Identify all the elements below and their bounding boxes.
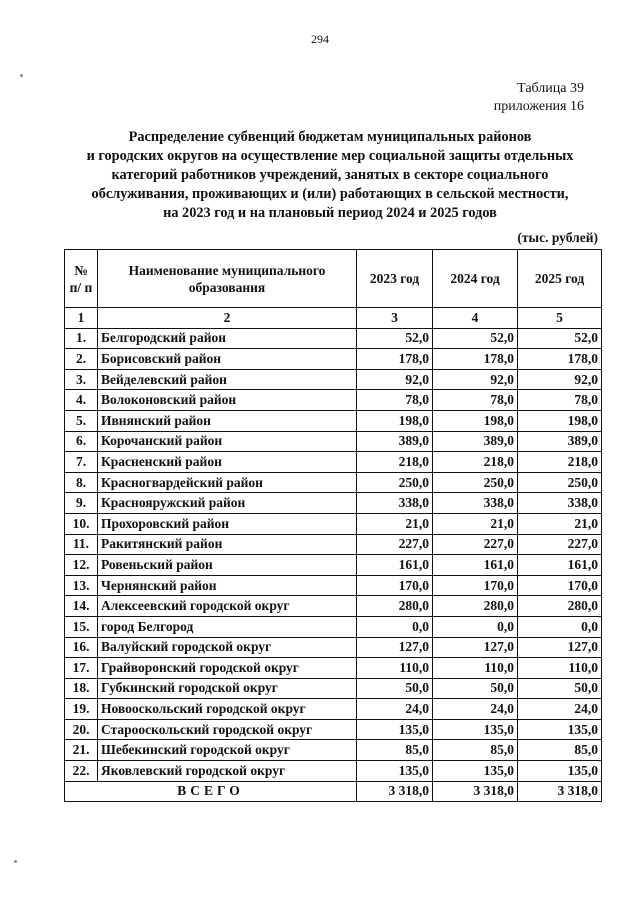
table-row	[65, 658, 602, 679]
header-2025: 2025 год	[518, 250, 602, 308]
municipality-name: Белгородский район	[98, 328, 357, 349]
municipality-name: Красненский район	[98, 452, 357, 473]
table-row	[65, 699, 602, 720]
row-number: 22.	[65, 761, 98, 782]
value-2025: 135,0	[518, 761, 602, 782]
table-row	[65, 472, 602, 493]
row-number: 6.	[65, 431, 98, 452]
value-2024: 92,0	[433, 369, 518, 390]
row-number: 16.	[65, 637, 98, 658]
row-number: 9.	[65, 493, 98, 514]
table-row	[65, 555, 602, 576]
value-2024: 389,0	[433, 431, 518, 452]
title-line: Распределение субвенций бюджетам муниципальных районов	[128, 129, 532, 145]
value-2023: 280,0	[357, 596, 433, 617]
value-2025: 127,0	[518, 637, 602, 658]
table-row	[65, 616, 602, 637]
value-2024: 250,0	[433, 472, 518, 493]
total-2025: 3 318,0	[518, 781, 602, 802]
column-number: 3	[357, 308, 433, 329]
value-2024: 227,0	[433, 534, 518, 555]
header-2024: 2024 год	[433, 250, 518, 308]
table-reference	[384, 80, 584, 116]
table-row	[65, 534, 602, 555]
value-2025: 218,0	[518, 452, 602, 473]
value-2024: 280,0	[433, 596, 518, 617]
subsidy-table	[64, 249, 602, 802]
value-2024: 135,0	[433, 761, 518, 782]
value-2025: 78,0	[518, 390, 602, 411]
title-line: обслуживания, проживающих и (или) работающих в сельской местности,	[91, 186, 569, 202]
municipality-name: Грайворонский городской округ	[98, 658, 357, 679]
municipality-name: Краснояружский район	[98, 493, 357, 514]
value-2024: 0,0	[433, 616, 518, 637]
column-numbers-row	[65, 308, 602, 329]
municipality-name: город Белгород	[98, 616, 357, 637]
row-number: 21.	[65, 740, 98, 761]
value-2024: 161,0	[433, 555, 518, 576]
value-2025: 21,0	[518, 513, 602, 534]
page-number: 294	[311, 32, 329, 46]
total-row	[65, 781, 602, 802]
value-2024: 24,0	[433, 699, 518, 720]
municipality-name: Волоконовский район	[98, 390, 357, 411]
header-2023: 2023 год	[357, 250, 433, 308]
value-2024: 85,0	[433, 740, 518, 761]
table-row	[65, 740, 602, 761]
row-number: 14.	[65, 596, 98, 617]
header-municipality: Наименование муниципального образования	[98, 250, 357, 308]
municipality-name: Губкинский городской округ	[98, 678, 357, 699]
municipality-name: Новооскольский городской округ	[98, 699, 357, 720]
value-2023: 50,0	[357, 678, 433, 699]
value-2025: 0,0	[518, 616, 602, 637]
value-2025: 50,0	[518, 678, 602, 699]
table-row	[65, 637, 602, 658]
table-row	[65, 719, 602, 740]
table-row	[65, 431, 602, 452]
table-header-row	[65, 250, 602, 308]
total-label: ВСЕГО	[65, 781, 357, 802]
value-2025: 92,0	[518, 369, 602, 390]
column-number: 4	[433, 308, 518, 329]
row-number: 13.	[65, 575, 98, 596]
value-2024: 52,0	[433, 328, 518, 349]
table-row	[65, 761, 602, 782]
column-number: 1	[65, 308, 98, 329]
row-number: 4.	[65, 390, 98, 411]
value-2024: 135,0	[433, 719, 518, 740]
value-2025: 52,0	[518, 328, 602, 349]
value-2023: 178,0	[357, 349, 433, 370]
table-row	[65, 452, 602, 473]
row-number: 10.	[65, 513, 98, 534]
value-2025: 85,0	[518, 740, 602, 761]
header-number: № п/ п	[65, 250, 98, 308]
value-2024: 127,0	[433, 637, 518, 658]
row-number: 1.	[65, 328, 98, 349]
municipality-name: Красногвардейский район	[98, 472, 357, 493]
title-line: и городских округов на осуществление мер социальной защиты отдельных	[86, 148, 574, 164]
value-2023: 78,0	[357, 390, 433, 411]
table-row	[65, 410, 602, 431]
value-2024: 110,0	[433, 658, 518, 679]
column-number: 2	[98, 308, 357, 329]
value-2023: 0,0	[357, 616, 433, 637]
value-2023: 198,0	[357, 410, 433, 431]
value-2023: 250,0	[357, 472, 433, 493]
value-2025: 135,0	[518, 719, 602, 740]
value-2023: 135,0	[357, 719, 433, 740]
value-2023: 170,0	[357, 575, 433, 596]
value-2025: 389,0	[518, 431, 602, 452]
row-number: 2.	[65, 349, 98, 370]
value-2025: 178,0	[518, 349, 602, 370]
municipality-name: Валуйский городской округ	[98, 637, 357, 658]
table-row	[65, 493, 602, 514]
value-2025: 24,0	[518, 699, 602, 720]
row-number: 17.	[65, 658, 98, 679]
value-2023: 85,0	[357, 740, 433, 761]
units-label: (тыс. рублей)	[517, 230, 598, 245]
municipality-name: Прохоровский район	[98, 513, 357, 534]
table-row	[65, 596, 602, 617]
value-2023: 110,0	[357, 658, 433, 679]
value-2023: 21,0	[357, 513, 433, 534]
value-2024: 178,0	[433, 349, 518, 370]
table-row	[65, 678, 602, 699]
value-2024: 21,0	[433, 513, 518, 534]
scan-mark	[20, 74, 23, 77]
value-2023: 52,0	[357, 328, 433, 349]
row-number: 18.	[65, 678, 98, 699]
document-title	[40, 128, 620, 223]
row-number: 20.	[65, 719, 98, 740]
value-2024: 198,0	[433, 410, 518, 431]
value-2024: 338,0	[433, 493, 518, 514]
value-2023: 338,0	[357, 493, 433, 514]
value-2023: 92,0	[357, 369, 433, 390]
title-line: на 2023 год и на плановый период 2024 и 2025 годов	[163, 205, 497, 221]
municipality-name: Ровеньский район	[98, 555, 357, 576]
row-number: 5.	[65, 410, 98, 431]
appendix-label: приложения 16	[493, 99, 584, 114]
row-number: 15.	[65, 616, 98, 637]
municipality-name: Яковлевский городской округ	[98, 761, 357, 782]
total-2023: 3 318,0	[357, 781, 433, 802]
value-2024: 170,0	[433, 575, 518, 596]
value-2024: 218,0	[433, 452, 518, 473]
value-2024: 50,0	[433, 678, 518, 699]
value-2024: 78,0	[433, 390, 518, 411]
municipality-name: Ракитянский район	[98, 534, 357, 555]
municipality-name: Чернянский район	[98, 575, 357, 596]
value-2025: 198,0	[518, 410, 602, 431]
row-number: 11.	[65, 534, 98, 555]
row-number: 8.	[65, 472, 98, 493]
value-2023: 135,0	[357, 761, 433, 782]
value-2023: 161,0	[357, 555, 433, 576]
row-number: 3.	[65, 369, 98, 390]
value-2023: 227,0	[357, 534, 433, 555]
table-row	[65, 575, 602, 596]
value-2025: 338,0	[518, 493, 602, 514]
value-2023: 389,0	[357, 431, 433, 452]
value-2025: 280,0	[518, 596, 602, 617]
municipality-name: Вейделевский район	[98, 369, 357, 390]
value-2025: 250,0	[518, 472, 602, 493]
column-number: 5	[518, 308, 602, 329]
row-number: 7.	[65, 452, 98, 473]
title-line: категорий работников учреждений, занятых в секторе социального	[111, 167, 549, 183]
value-2023: 127,0	[357, 637, 433, 658]
value-2025: 227,0	[518, 534, 602, 555]
municipality-name: Ивнянский район	[98, 410, 357, 431]
table-row	[65, 369, 602, 390]
table-label: Таблица 39	[517, 81, 584, 96]
table-row	[65, 390, 602, 411]
table-row	[65, 349, 602, 370]
row-number: 12.	[65, 555, 98, 576]
municipality-name: Борисовский район	[98, 349, 357, 370]
value-2023: 218,0	[357, 452, 433, 473]
value-2025: 161,0	[518, 555, 602, 576]
table-row	[65, 513, 602, 534]
total-2024: 3 318,0	[433, 781, 518, 802]
value-2023: 24,0	[357, 699, 433, 720]
municipality-name: Шебекинский городской округ	[98, 740, 357, 761]
row-number: 19.	[65, 699, 98, 720]
municipality-name: Алексеевский городской округ	[98, 596, 357, 617]
municipality-name: Корочанский район	[98, 431, 357, 452]
table-row	[65, 328, 602, 349]
value-2025: 170,0	[518, 575, 602, 596]
value-2025: 110,0	[518, 658, 602, 679]
municipality-name: Старооскольский городской округ	[98, 719, 357, 740]
scan-mark	[14, 860, 17, 863]
